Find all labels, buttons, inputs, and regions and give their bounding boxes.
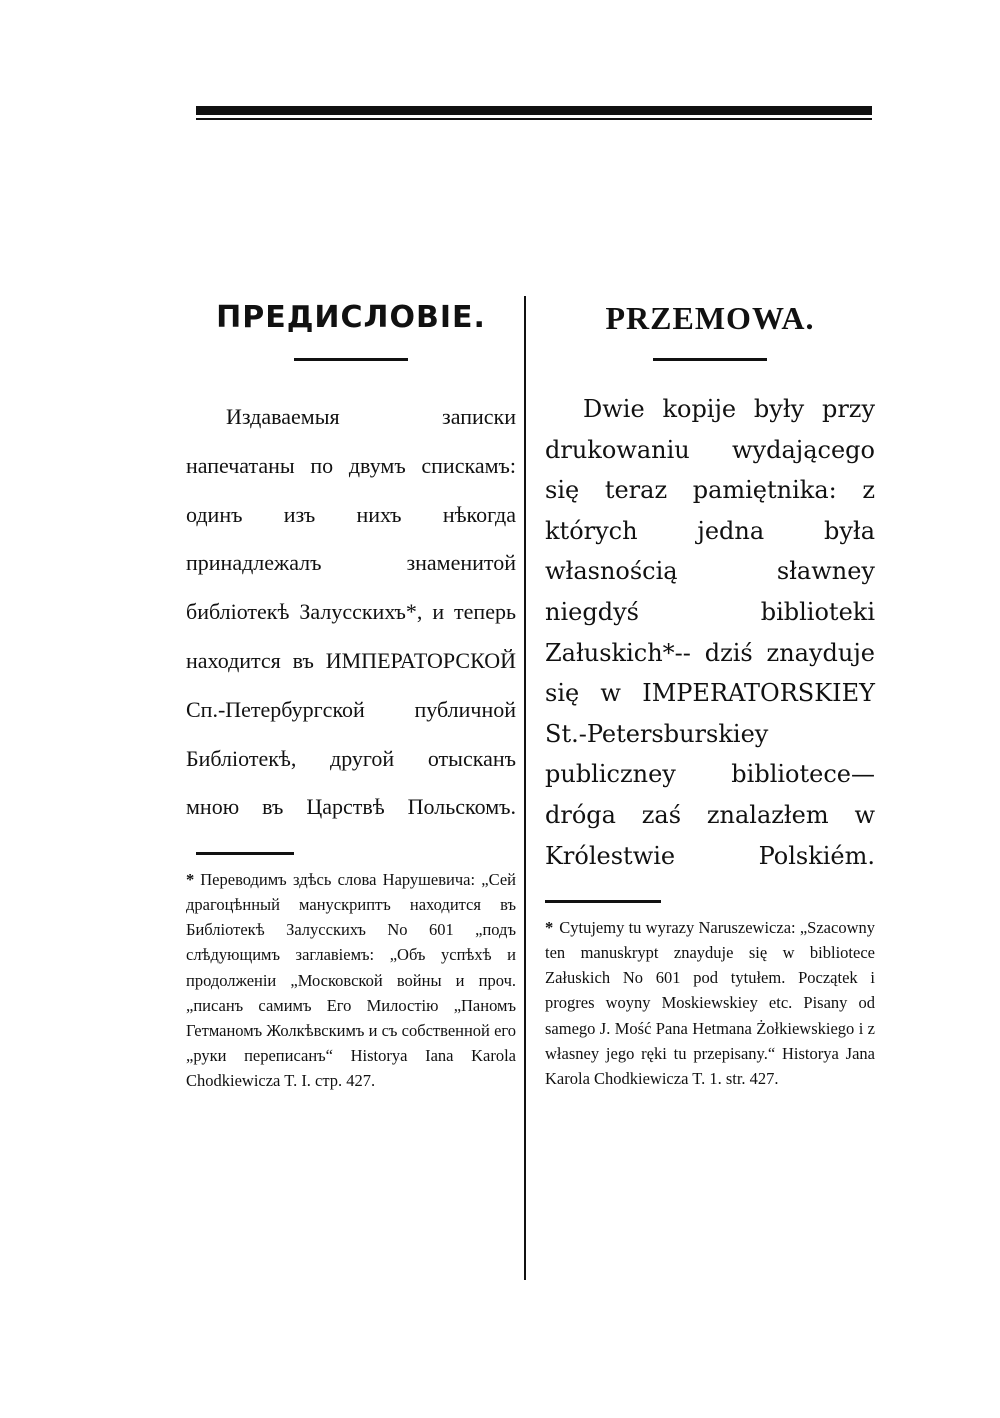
russian-heading-rule xyxy=(294,358,408,361)
polish-preface-text: Dwie kopije były przy drukowaniu wydającego się teraz pamiętnika: z których jedna była własnością sławney niegdyś biblioteki Załuskich*-- dziś znayduje się w IMPERATORSKIEY St.-Petersburskiey publiczney bibliotece—dróga zaś znalazłem w Królestwie Polskiém. xyxy=(545,395,875,870)
column-divider xyxy=(524,296,526,1280)
polish-heading-rule xyxy=(653,358,767,361)
russian-footnote xyxy=(186,867,516,1093)
russian-heading: ПРЕДИСЛОВІЕ. xyxy=(216,300,486,335)
russian-footnote-marker: * xyxy=(186,870,195,890)
top-double-rule xyxy=(196,106,872,115)
polish-footnote-rule xyxy=(545,900,661,903)
russian-preface-text: Издаваемыя записки напечатаны по двумъ спискамъ: одинъ изъ нихъ нѣкогда принадлежалъ знаменитой библіотекѣ Залусскихъ*, и теперь находится въ ИМПЕРАТОРСКОЙ Сп.-Петербургской публичной Библіотекѣ, другой отысканъ мною въ Царствѣ Польскомъ. xyxy=(186,404,516,820)
polish-heading: PRZEMOWA. xyxy=(605,300,815,336)
russian-column xyxy=(186,286,516,1093)
polish-footnote-marker: * xyxy=(545,918,554,938)
russian-footnote-rule xyxy=(196,852,294,855)
polish-column xyxy=(545,286,875,1091)
polish-footnote xyxy=(545,915,875,1091)
polish-footnote-text: Cytujemy tu wyrazy Naruszewicza: „Szacowny ten manuskrypt znayduje się w bibliotece Załuskich No 601 pod tytułem. Początek i progres woyny Moskiewskiey etc. Pisany od samego J. Mość Pana Hetmana Żołkiewskiego i z własney jego ręki tu przepisany.“ Historya Jana Karola Chodkiewicza T. 1. str. 427. xyxy=(545,918,875,1088)
russian-footnote-text: Переводимъ здѣсь слова Нарушевича: „Сей драгоцѣнный манускриптъ находится въ Библіотекѣ Залусскихъ No 601 „подъ слѣдующимъ заглавіемъ: „Объ успѣхѣ и продолженіи „Московской войны и проч. „писанъ самимъ Его Милостію „Паномъ Гетманомъ Жолкѣвскимъ и съ собственной его „руки переписанъ“ Historya Iana Karola Chodkiewicza T. I. стр. 427. xyxy=(186,870,516,1090)
